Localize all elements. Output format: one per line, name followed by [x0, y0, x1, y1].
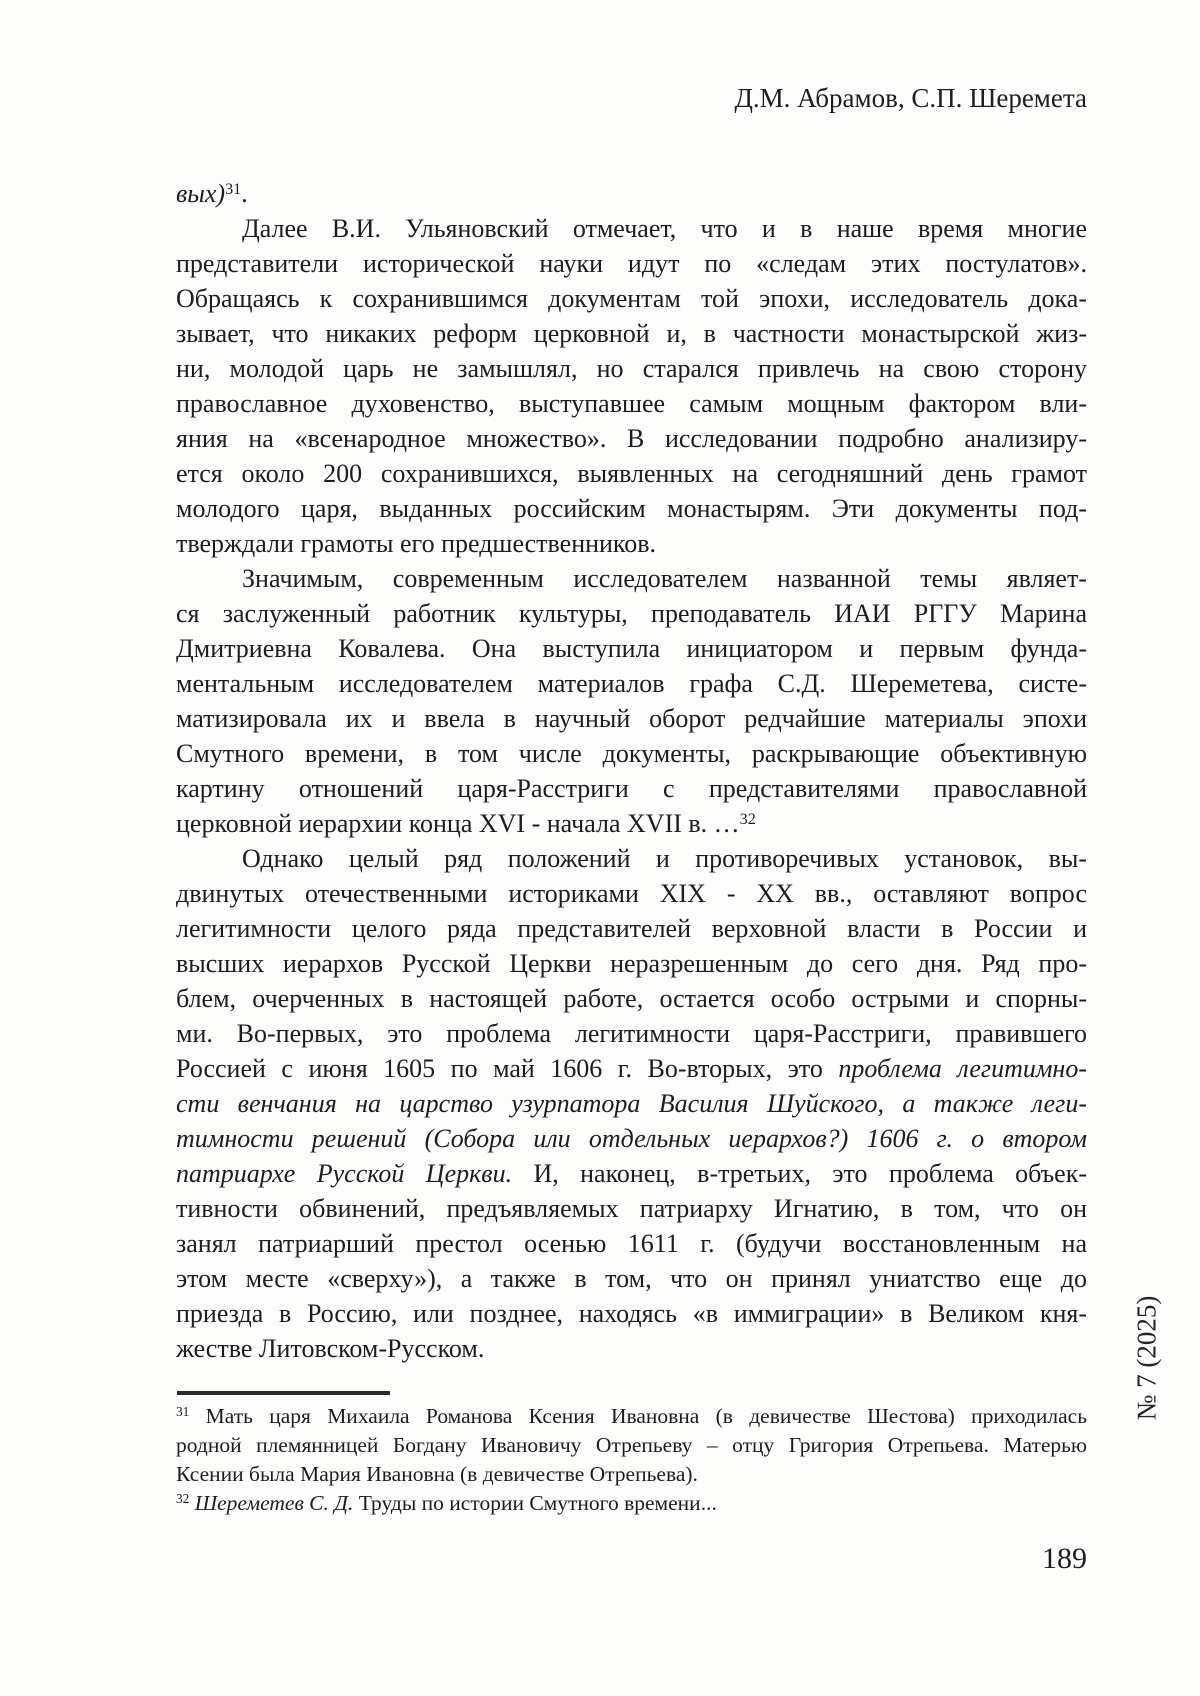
text-run: тивности обвинений, предъявляемых патриарху Игнатию, в том, что он [176, 1194, 1087, 1223]
text-line [176, 631, 1087, 666]
text-line [176, 1460, 1087, 1489]
text-run: Шереметев С. Д. [194, 1491, 354, 1515]
text-run: ся заслуженный работник культуры, преподаватель ИАИ РГГУ Марина [176, 599, 1087, 628]
text-run: Смутного времени, в том числе документы, раскрывающие объективную [176, 739, 1087, 768]
text-line [176, 876, 1087, 911]
text-run: православное духовенство, выступавшее самым мощным фактором вли- [176, 389, 1087, 418]
text-line [176, 211, 1087, 246]
running-header-authors: Д.М. Абрамов, С.П. Шеремета [734, 83, 1087, 113]
text-line [176, 351, 1087, 386]
text-line [176, 1191, 1087, 1226]
text-run: проблема легитимно- [838, 1054, 1087, 1083]
text-run: патриархе Русской Церкви. [176, 1159, 513, 1188]
text-line [176, 281, 1087, 316]
text-line [176, 456, 1087, 491]
article-body [176, 176, 1087, 1366]
text-line [176, 561, 1087, 596]
text-line [176, 666, 1087, 701]
text-run: Россией с июня 1605 по май 1606 г. Во-вторых, это [176, 1054, 839, 1083]
text-run: тимности решений (Собора или отдельных иерархов?) 1606 г. о втором [176, 1124, 1087, 1153]
text-run: зывает, что никаких реформ церковной и, в частности монастырской жиз- [176, 319, 1087, 348]
text-line [176, 806, 1087, 841]
text-line [176, 176, 1087, 211]
text-line [176, 1489, 1087, 1518]
text-line [176, 1226, 1087, 1261]
text-line [176, 526, 1087, 561]
text-run: вых) [176, 179, 226, 208]
text-run: ется около 200 сохранившихся, выявленных на сегодняшний день грамот [176, 459, 1087, 488]
text-line [176, 911, 1087, 946]
text-run: Мать царя Михаила Романова Ксения Ивановна (в девичестве Шестова) приходилась [189, 1404, 1087, 1428]
text-run: ментальным исследователем материалов графа С.Д. Шереметева, систе- [176, 669, 1087, 698]
text-run: Обращаясь к сохранившимся документам той эпохи, исследователь дока- [176, 284, 1087, 313]
text-line [176, 1331, 1087, 1366]
text-run: этом месте «сверху»), а также в том, что он принял униатство еще до [176, 1264, 1087, 1293]
text-run: ми. Во-первых, это проблема легитимности царя-Расстриги, правившего [176, 1019, 1087, 1048]
text-line [176, 701, 1087, 736]
journal-issue-label: № 7 (2025) [1131, 1295, 1162, 1421]
text-run: представители исторической науки идут по «следам этих постулатов». [176, 249, 1087, 278]
text-run: Дмитриевна Ковалева. Она выступила инициатором и первым фунда- [176, 634, 1087, 663]
text-run: церковной иерархии конца XVI - начала XVII в. … [176, 809, 740, 838]
text-run: Труды по истории Смутного времени... [353, 1491, 717, 1515]
text-line [176, 736, 1087, 771]
text-run: Ксении была Мария Ивановна (в девичестве Отрепьева). [176, 1462, 698, 1486]
text-line [176, 1296, 1087, 1331]
text-run: тверждали грамоты его предшественников. [176, 529, 657, 558]
text-run: Однако целый ряд положений и противоречивых установок, вы- [242, 844, 1087, 873]
text-line [176, 771, 1087, 806]
text-line [176, 1402, 1087, 1431]
text-line [176, 491, 1087, 526]
text-run: 31 [225, 180, 242, 198]
text-run: легитимности целого ряда представителей верховной власти в России и [176, 914, 1087, 943]
text-line [176, 1156, 1087, 1191]
text-run: занял патриарший престол осенью 1611 г. (будучи восстановленным на [176, 1229, 1087, 1258]
text-run: . [241, 179, 248, 208]
text-line [176, 1086, 1087, 1121]
text-run: молодого царя, выданных российским монастырям. Эти документы под- [176, 494, 1087, 523]
text-run: Далее В.И. Ульяновский отмечает, что и в наше время многие [242, 214, 1087, 243]
footnote-separator [177, 1391, 390, 1395]
text-run: блем, очерченных в настоящей работе, остается особо острыми и спорны- [176, 984, 1087, 1013]
text-run: высших иерархов Русской Церкви неразрешенным до сего дня. Ряд про- [176, 949, 1087, 978]
text-run: приезда в Россию, или позднее, находясь «в иммиграции» в Великом кня- [176, 1299, 1087, 1328]
text-line [176, 1261, 1087, 1296]
text-line [176, 386, 1087, 421]
text-line [176, 841, 1087, 876]
text-line [176, 1431, 1087, 1460]
text-run: двинутых отечественными историками XIX - XX вв., оставляют вопрос [176, 879, 1087, 908]
text-run: родной племянницей Богдану Ивановичу Отрепьеву – отцу Григория Отрепьева. Матерью [176, 1433, 1087, 1457]
text-run: яния на «всенародное множество». В исследовании подробно анализиру- [176, 424, 1087, 453]
text-run: 31 [176, 1404, 190, 1420]
text-run: 32 [176, 1491, 190, 1507]
page-number: 189 [1042, 1542, 1087, 1575]
text-line [176, 1016, 1087, 1051]
text-line [176, 596, 1087, 631]
text-line [176, 421, 1087, 456]
text-line [176, 946, 1087, 981]
text-run: ни, молодой царь не замышлял, но старался привлечь на свою сторону [176, 354, 1087, 383]
text-run: Значимым, современным исследователем названной темы являет- [242, 564, 1087, 593]
text-line [176, 1121, 1087, 1156]
text-run: 32 [739, 810, 756, 828]
text-run: матизировала их и ввела в научный оборот редчайшие материалы эпохи [176, 704, 1087, 733]
text-run: И, наконец, в-третьих, это проблема объек- [512, 1159, 1087, 1188]
text-line [176, 1051, 1087, 1086]
footnotes [176, 1402, 1087, 1518]
text-run: картину отношений царя-Расстриги с представителями православной [176, 774, 1087, 803]
text-line [176, 316, 1087, 351]
text-line [176, 981, 1087, 1016]
text-run: жестве Литовском-Русском. [176, 1334, 485, 1363]
text-run: сти венчания на царство узурпатора Василия Шуйского, а также леги- [176, 1089, 1087, 1118]
text-line [176, 246, 1087, 281]
